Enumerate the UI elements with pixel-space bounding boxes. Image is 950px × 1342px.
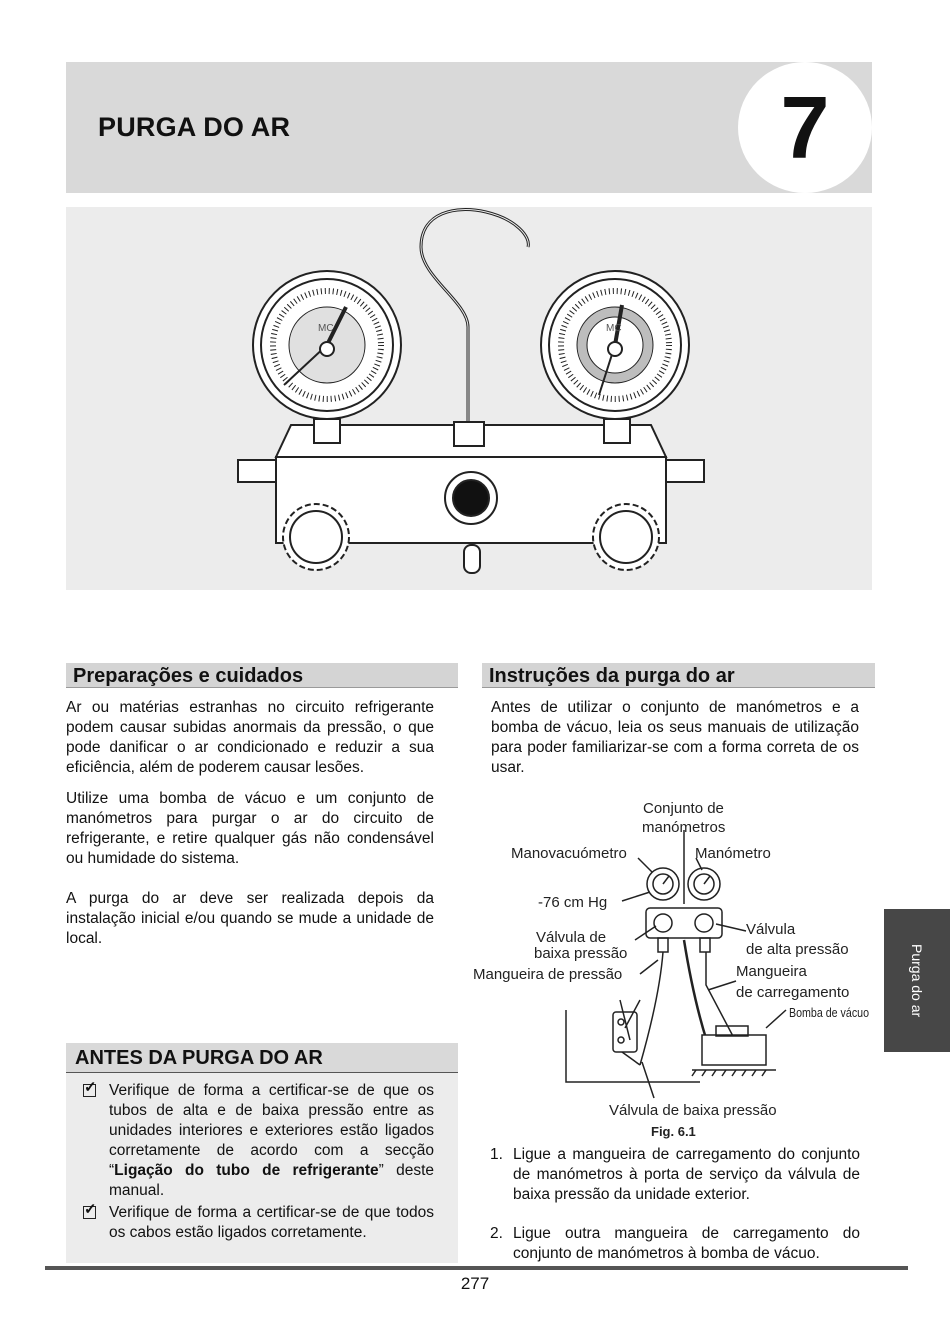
label-compound-gauge: Manovacuómetro <box>511 845 627 862</box>
gauge-label-left: MC <box>318 323 334 334</box>
label-vacuum-pump: Bomba de vácuo <box>789 1005 870 1020</box>
figure-6-1 <box>470 800 880 1140</box>
section-reference: Ligação do tubo de refrigerante <box>114 1162 379 1179</box>
label-low-pressure-valve: baixa pressão <box>534 945 628 962</box>
label-pressure-hose: Mangueira de pressão <box>473 966 623 983</box>
page-number: 277 <box>460 1274 490 1293</box>
label-charge-hose: Mangueira <box>736 963 807 980</box>
preparations-body <box>66 698 434 949</box>
label-charge-hose: de carregamento <box>736 984 850 1001</box>
label-pressure-gauge: Manómetro <box>695 845 771 862</box>
side-tab-label: Purga do ar <box>909 943 925 1018</box>
preparations-paragraph: Ar ou matérias estranhas no circuito refrigerante podem causar subidas anormais da pressão, o que pode danificar o ar condicionado e reduzir a sua eficiência, além de poderem causar lesões. <box>66 699 434 776</box>
checklist-item: ✓ Verifique de forma a certificar-se de que os tubos de alta e de baixa pressão entre as unidades interiores e exteriores estão ligados corretamente de acordo com a secção “Ligação do tubo de refrigerante” deste manual. <box>66 1081 458 1201</box>
step-item: 2. Ligue outra mangueira de carregamento do conjunto de manómetros à bomba de vácuo. <box>490 1225 860 1262</box>
instructions-heading: Instruções da purga do ar <box>482 663 875 688</box>
preparations-paragraph: A purga do ar deve ser realizada depois da instalação inicial e/ou quando se mude a unidade de local. <box>66 890 434 947</box>
before-purge-heading: ANTES DA PURGA DO AR <box>66 1043 458 1073</box>
side-tab <box>884 909 950 1052</box>
label-manifold-set: manómetros <box>642 819 726 836</box>
label-low-pressure-valve: Válvula de <box>536 929 607 946</box>
page-title: PURGA DO AR <box>98 112 291 142</box>
instructions-intro: Antes de utilizar o conjunto de manómetros e a bomba de vácuo, leia os seus manuais de utilização para poder familiarizar-se com a forma correta de os usar. <box>491 699 859 776</box>
label-vacuum-reading: -76 cm Hg <box>538 894 608 911</box>
step-item: 1. Ligue a mangueira de carregamento do conjunto de manómetros à porta de serviço da válvula de baixa pressão da unidade exterior. <box>490 1146 860 1203</box>
preparations-paragraph: Utilize uma bomba de vácuo e um conjunto de manómetros para purgar o ar do circuito de refrigerante, e retire qualquer gás não condensável ou humidade do sistema. <box>66 790 434 867</box>
label-high-pressure-valve: de alta pressão <box>746 941 849 958</box>
gauge-label-right: MC <box>606 323 622 334</box>
preparations-section <box>66 663 458 960</box>
label-high-pressure-valve: Válvula <box>746 921 796 938</box>
figure-caption: Fig. 6.1 <box>651 1124 696 1139</box>
manifold-gauge-illustration <box>66 207 872 590</box>
footer-rule <box>45 1266 908 1270</box>
instruction-steps <box>490 1145 860 1264</box>
instructions-section <box>482 663 875 778</box>
label-manifold-set: Conjunto de <box>643 800 724 817</box>
label-low-pressure-valve-outdoor: Válvula de baixa pressão <box>609 1102 777 1119</box>
before-purge-box <box>66 1043 458 1263</box>
preparations-heading: Preparações e cuidados <box>66 663 458 688</box>
checkbox-icon <box>83 1084 96 1097</box>
checklist-item: ✓ Verifique de forma a certificar-se de que todos os cabos estão ligados corretamente. <box>66 1203 458 1243</box>
chapter-number: 7 <box>738 62 872 193</box>
checkbox-icon <box>83 1206 96 1219</box>
